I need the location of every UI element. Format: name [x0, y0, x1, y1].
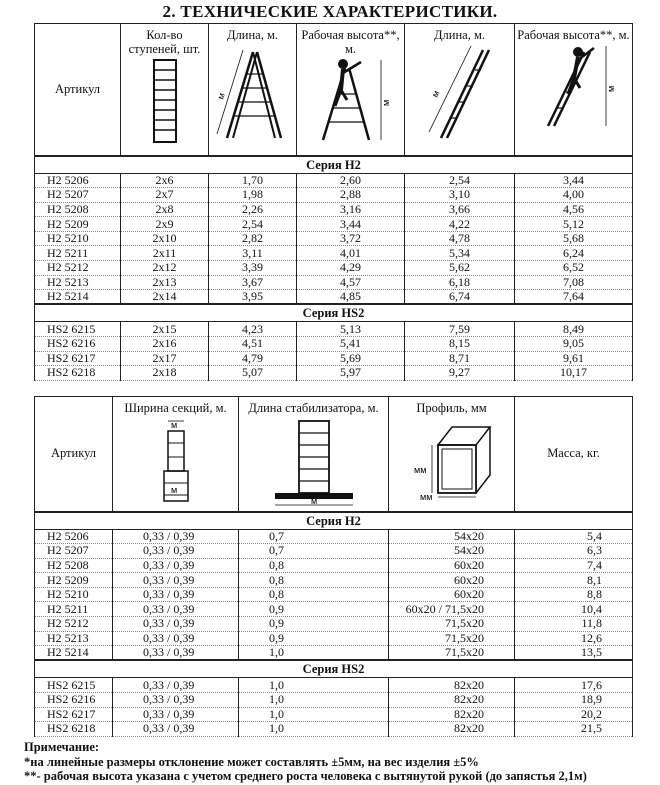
cell-artikul: H2 5213: [35, 275, 121, 290]
cell-artikul: H2 5214: [35, 290, 121, 305]
table-row: [35, 275, 633, 290]
series-row-h2: [35, 156, 633, 174]
cell-profile: 60x20: [389, 558, 515, 573]
cell-steps: 2x7: [121, 188, 209, 203]
note-line-2: **- рабочая высота указана с учетом среднего роста человека с вытянутой рукой (до запястья 2,1м): [24, 769, 587, 783]
dimension-label: мм: [413, 465, 426, 475]
cell-mass: 21,5: [515, 722, 633, 737]
series-row-h2: [35, 512, 633, 530]
cell-section-width: 0,33 / 0,39: [113, 707, 239, 722]
cell-steps: 2x16: [121, 336, 209, 351]
table-row: [35, 587, 633, 602]
cell-profile: 71,5x20: [389, 646, 515, 661]
cell-mass: 17,6: [515, 678, 633, 693]
cell-mass: 8,8: [515, 587, 633, 602]
cell-stabilizer-length: 1,0: [239, 646, 389, 661]
table-row: [35, 544, 633, 559]
cell-steps: 2x8: [121, 202, 209, 217]
cell-length-a: 3,67: [209, 275, 297, 290]
note-line-1: *на линейные размеры отклонение может составлять ±5мм, на вес изделия ±5%: [24, 754, 479, 769]
cell-mass: 13,5: [515, 646, 633, 661]
cell-work-height-b: 9,61: [515, 351, 633, 366]
table-row: [35, 722, 633, 737]
cell-work-height-b: 6,24: [515, 246, 633, 261]
cell-artikul: H2 5208: [35, 558, 113, 573]
cell-work-height-b: 10,17: [515, 366, 633, 381]
table-row: [35, 336, 633, 351]
table-row: [35, 322, 633, 337]
cell-work-height-a: 2,60: [297, 173, 405, 188]
cell-length-a: 1,70: [209, 173, 297, 188]
cell-work-height-a: 5,41: [297, 336, 405, 351]
table-row: [35, 558, 633, 573]
cell-work-height-b: 4,56: [515, 202, 633, 217]
cell-mass: 7,4: [515, 558, 633, 573]
section-width-icon: [156, 417, 196, 505]
ladder-profile-table: [34, 396, 633, 737]
cell-artikul: H2 5212: [35, 617, 113, 632]
cell-artikul: HS2 6216: [35, 692, 113, 707]
cell-profile: 71,5x20: [389, 631, 515, 646]
column-header-work-height-b-label: Рабочая высота**, м.: [517, 28, 630, 42]
cell-steps: 2x14: [121, 290, 209, 305]
cell-length-a: 5,07: [209, 366, 297, 381]
cell-work-height-b: 7,08: [515, 275, 633, 290]
cell-length-a: 4,23: [209, 322, 297, 337]
cell-section-width: 0,33 / 0,39: [113, 544, 239, 559]
ladder-steps-icon: [145, 58, 185, 144]
table-row: [35, 617, 633, 632]
cell-stabilizer-length: 1,0: [239, 722, 389, 737]
cell-section-width: 0,33 / 0,39: [113, 692, 239, 707]
cell-length-a: 2,54: [209, 217, 297, 232]
dimension-label: м: [214, 91, 227, 101]
cell-artikul: HS2 6215: [35, 322, 121, 337]
cell-steps: 2x17: [121, 351, 209, 366]
cell-length-b: 6,74: [405, 290, 515, 305]
table-row: [35, 173, 633, 188]
table-row: [35, 202, 633, 217]
cell-artikul: HS2 6217: [35, 351, 121, 366]
cell-section-width: 0,33 / 0,39: [113, 602, 239, 617]
table-row: [35, 231, 633, 246]
table-row: [35, 692, 633, 707]
cell-length-b: 8,15: [405, 336, 515, 351]
ladder-dimensions-table: [34, 23, 633, 381]
cell-length-a: 4,51: [209, 336, 297, 351]
column-header-profile: [389, 397, 515, 512]
cell-work-height-a: 4,01: [297, 246, 405, 261]
series-row-hs2: [35, 304, 633, 322]
cell-length-a: 1,98: [209, 188, 297, 203]
a-frame-person-icon: [303, 58, 399, 142]
dimension-label: м: [170, 485, 177, 495]
cell-length-b: 3,10: [405, 188, 515, 203]
column-header-profile-label: Профиль, мм: [416, 401, 487, 415]
table-row: [35, 261, 633, 276]
cell-steps: 2x11: [121, 246, 209, 261]
series-label: Серия Н2: [35, 156, 633, 174]
cell-profile: 82x20: [389, 692, 515, 707]
cell-length-b: 3,66: [405, 202, 515, 217]
cell-length-a: 2,26: [209, 202, 297, 217]
table-row: [35, 631, 633, 646]
cell-steps: 2x9: [121, 217, 209, 232]
column-header-stabilizer-length: [239, 397, 389, 512]
cell-steps: 2x13: [121, 275, 209, 290]
cell-length-b: 8,71: [405, 351, 515, 366]
cell-work-height-a: 3,16: [297, 202, 405, 217]
cell-work-height-b: 4,00: [515, 188, 633, 203]
column-header-length-b-label: Длина, м.: [434, 28, 485, 42]
dimension-label: мм: [419, 492, 432, 501]
column-header-stabilizer-length-label: Длина стабилизатора, м.: [248, 401, 379, 415]
cell-work-height-b: 3,44: [515, 173, 633, 188]
cell-artikul: H2 5211: [35, 246, 121, 261]
cell-length-a: 2,82: [209, 231, 297, 246]
cell-artikul: H2 5213: [35, 631, 113, 646]
cell-stabilizer-length: 1,0: [239, 707, 389, 722]
column-header-work-height-a-label: Рабочая высота**, м.: [301, 28, 400, 56]
dimension-label: м: [380, 99, 391, 106]
cell-artikul: HS2 6216: [35, 336, 121, 351]
cell-artikul: H2 5212: [35, 261, 121, 276]
cell-section-width: 0,33 / 0,39: [113, 722, 239, 737]
cell-stabilizer-length: 0,7: [239, 544, 389, 559]
cell-mass: 11,8: [515, 617, 633, 632]
cell-length-a: 4,79: [209, 351, 297, 366]
column-header-artikul: Артикул: [35, 397, 113, 512]
cell-artikul: H2 5214: [35, 646, 113, 661]
cell-length-b: 6,18: [405, 275, 515, 290]
column-header-length-a-label: Длина, м.: [227, 28, 278, 42]
cell-section-width: 0,33 / 0,39: [113, 631, 239, 646]
cell-artikul: HS2 6218: [35, 366, 121, 381]
column-header-section-width-label: Ширина секций, м.: [124, 401, 227, 415]
table-row: [35, 188, 633, 203]
cell-section-width: 0,33 / 0,39: [113, 617, 239, 632]
cell-work-height-a: 5,69: [297, 351, 405, 366]
cell-stabilizer-length: 1,0: [239, 692, 389, 707]
cell-length-a: 3,39: [209, 261, 297, 276]
cell-mass: 6,3: [515, 544, 633, 559]
cell-artikul: H2 5207: [35, 544, 113, 559]
cell-section-width: 0,33 / 0,39: [113, 573, 239, 588]
cell-work-height-a: 4,57: [297, 275, 405, 290]
cell-stabilizer-length: 0,9: [239, 602, 389, 617]
cell-profile: 54x20: [389, 544, 515, 559]
cell-artikul: H2 5206: [35, 529, 113, 544]
cell-artikul: H2 5210: [35, 231, 121, 246]
dimension-label: м: [170, 420, 177, 430]
cell-length-b: 5,62: [405, 261, 515, 276]
cell-work-height-b: 7,64: [515, 290, 633, 305]
series-row-hs2: [35, 660, 633, 678]
cell-mass: 5,4: [515, 529, 633, 544]
cell-stabilizer-length: 0,8: [239, 587, 389, 602]
cell-profile: 71,5x20: [389, 617, 515, 632]
series-label: Серия HS2: [35, 660, 633, 678]
cell-profile: 60x20 / 71,5x20: [389, 602, 515, 617]
cell-work-height-a: 5,13: [297, 322, 405, 337]
cell-work-height-a: 3,72: [297, 231, 405, 246]
column-header-artikul: Артикул: [35, 24, 121, 156]
cell-section-width: 0,33 / 0,39: [113, 558, 239, 573]
table-row: [35, 678, 633, 693]
cell-length-b: 2,54: [405, 173, 515, 188]
dimension-label: м: [605, 85, 616, 92]
cell-steps: 2x10: [121, 231, 209, 246]
extension-ladder-person-icon: [526, 44, 622, 128]
extension-ladder-length-icon: [415, 44, 505, 142]
cell-section-width: 0,33 / 0,39: [113, 587, 239, 602]
column-header-length-a: [209, 24, 297, 156]
stabilizer-icon: [269, 417, 359, 507]
cell-length-b: 7,59: [405, 322, 515, 337]
table-row: [35, 573, 633, 588]
series-label: Серия Н2: [35, 512, 633, 530]
dimension-label: м: [310, 496, 317, 506]
cell-profile: 82x20: [389, 707, 515, 722]
cell-artikul: HS2 6218: [35, 722, 113, 737]
cell-stabilizer-length: 0,9: [239, 631, 389, 646]
cell-stabilizer-length: 0,8: [239, 573, 389, 588]
cell-mass: 10,4: [515, 602, 633, 617]
cell-work-height-a: 4,29: [297, 261, 405, 276]
cell-steps: 2x15: [121, 322, 209, 337]
table-row: [35, 707, 633, 722]
cell-artikul: H2 5211: [35, 602, 113, 617]
notes-block: [24, 740, 654, 784]
cell-mass: 18,9: [515, 692, 633, 707]
cell-artikul: H2 5206: [35, 173, 121, 188]
cell-work-height-b: 5,68: [515, 231, 633, 246]
cell-artikul: HS2 6215: [35, 678, 113, 693]
table-row: [35, 246, 633, 261]
cell-profile: 82x20: [389, 722, 515, 737]
cell-artikul: H2 5207: [35, 188, 121, 203]
column-header-section-width: [113, 397, 239, 512]
cell-stabilizer-length: 0,7: [239, 529, 389, 544]
column-header-work-height-b: [515, 24, 633, 156]
cell-artikul: H2 5209: [35, 573, 113, 588]
column-header-mass: Масса, кг.: [515, 397, 633, 512]
cell-mass: 20,2: [515, 707, 633, 722]
cell-profile: 60x20: [389, 573, 515, 588]
dimension-label: м: [429, 88, 442, 99]
cell-profile: 54x20: [389, 529, 515, 544]
column-header-length-b: [405, 24, 515, 156]
cell-length-a: 3,95: [209, 290, 297, 305]
cell-artikul: H2 5209: [35, 217, 121, 232]
table-row: [35, 290, 633, 305]
cell-length-b: 4,78: [405, 231, 515, 246]
table-row: [35, 351, 633, 366]
cell-work-height-b: 5,12: [515, 217, 633, 232]
cell-work-height-a: 5,97: [297, 366, 405, 381]
table-row: [35, 602, 633, 617]
cell-stabilizer-length: 1,0: [239, 678, 389, 693]
cell-section-width: 0,33 / 0,39: [113, 646, 239, 661]
cell-stabilizer-length: 0,9: [239, 617, 389, 632]
table-row: [35, 366, 633, 381]
cell-profile: 82x20: [389, 678, 515, 693]
table-row: [35, 217, 633, 232]
cell-artikul: HS2 6217: [35, 707, 113, 722]
table-row: [35, 646, 633, 661]
cell-artikul: H2 5208: [35, 202, 121, 217]
series-label: Серия HS2: [35, 304, 633, 322]
table-row: [35, 529, 633, 544]
cell-profile: 60x20: [389, 587, 515, 602]
cell-mass: 8,1: [515, 573, 633, 588]
column-header-steps: [121, 24, 209, 156]
cell-section-width: 0,33 / 0,39: [113, 678, 239, 693]
cell-work-height-a: 2,88: [297, 188, 405, 203]
cell-section-width: 0,33 / 0,39: [113, 529, 239, 544]
cell-length-b: 4,22: [405, 217, 515, 232]
profile-section-icon: [404, 417, 500, 501]
cell-work-height-a: 4,85: [297, 290, 405, 305]
cell-mass: 12,6: [515, 631, 633, 646]
cell-length-a: 3,11: [209, 246, 297, 261]
page-title: 2. ТЕХНИЧЕСКИЕ ХАРАКТЕРИСТИКИ.: [162, 2, 498, 21]
cell-length-b: 9,27: [405, 366, 515, 381]
cell-work-height-b: 9,05: [515, 336, 633, 351]
cell-work-height-b: 8,49: [515, 322, 633, 337]
column-header-work-height-a: [297, 24, 405, 156]
cell-work-height-a: 3,44: [297, 217, 405, 232]
cell-steps: 2x6: [121, 173, 209, 188]
notes-heading: Примечание:: [24, 740, 100, 754]
cell-stabilizer-length: 0,8: [239, 558, 389, 573]
cell-length-b: 5,34: [405, 246, 515, 261]
a-frame-length-icon: [213, 44, 293, 142]
column-header-steps-label: Кол-во ступеней, шт.: [128, 28, 201, 56]
cell-work-height-b: 6,52: [515, 261, 633, 276]
cell-steps: 2x12: [121, 261, 209, 276]
cell-steps: 2x18: [121, 366, 209, 381]
cell-artikul: H2 5210: [35, 587, 113, 602]
